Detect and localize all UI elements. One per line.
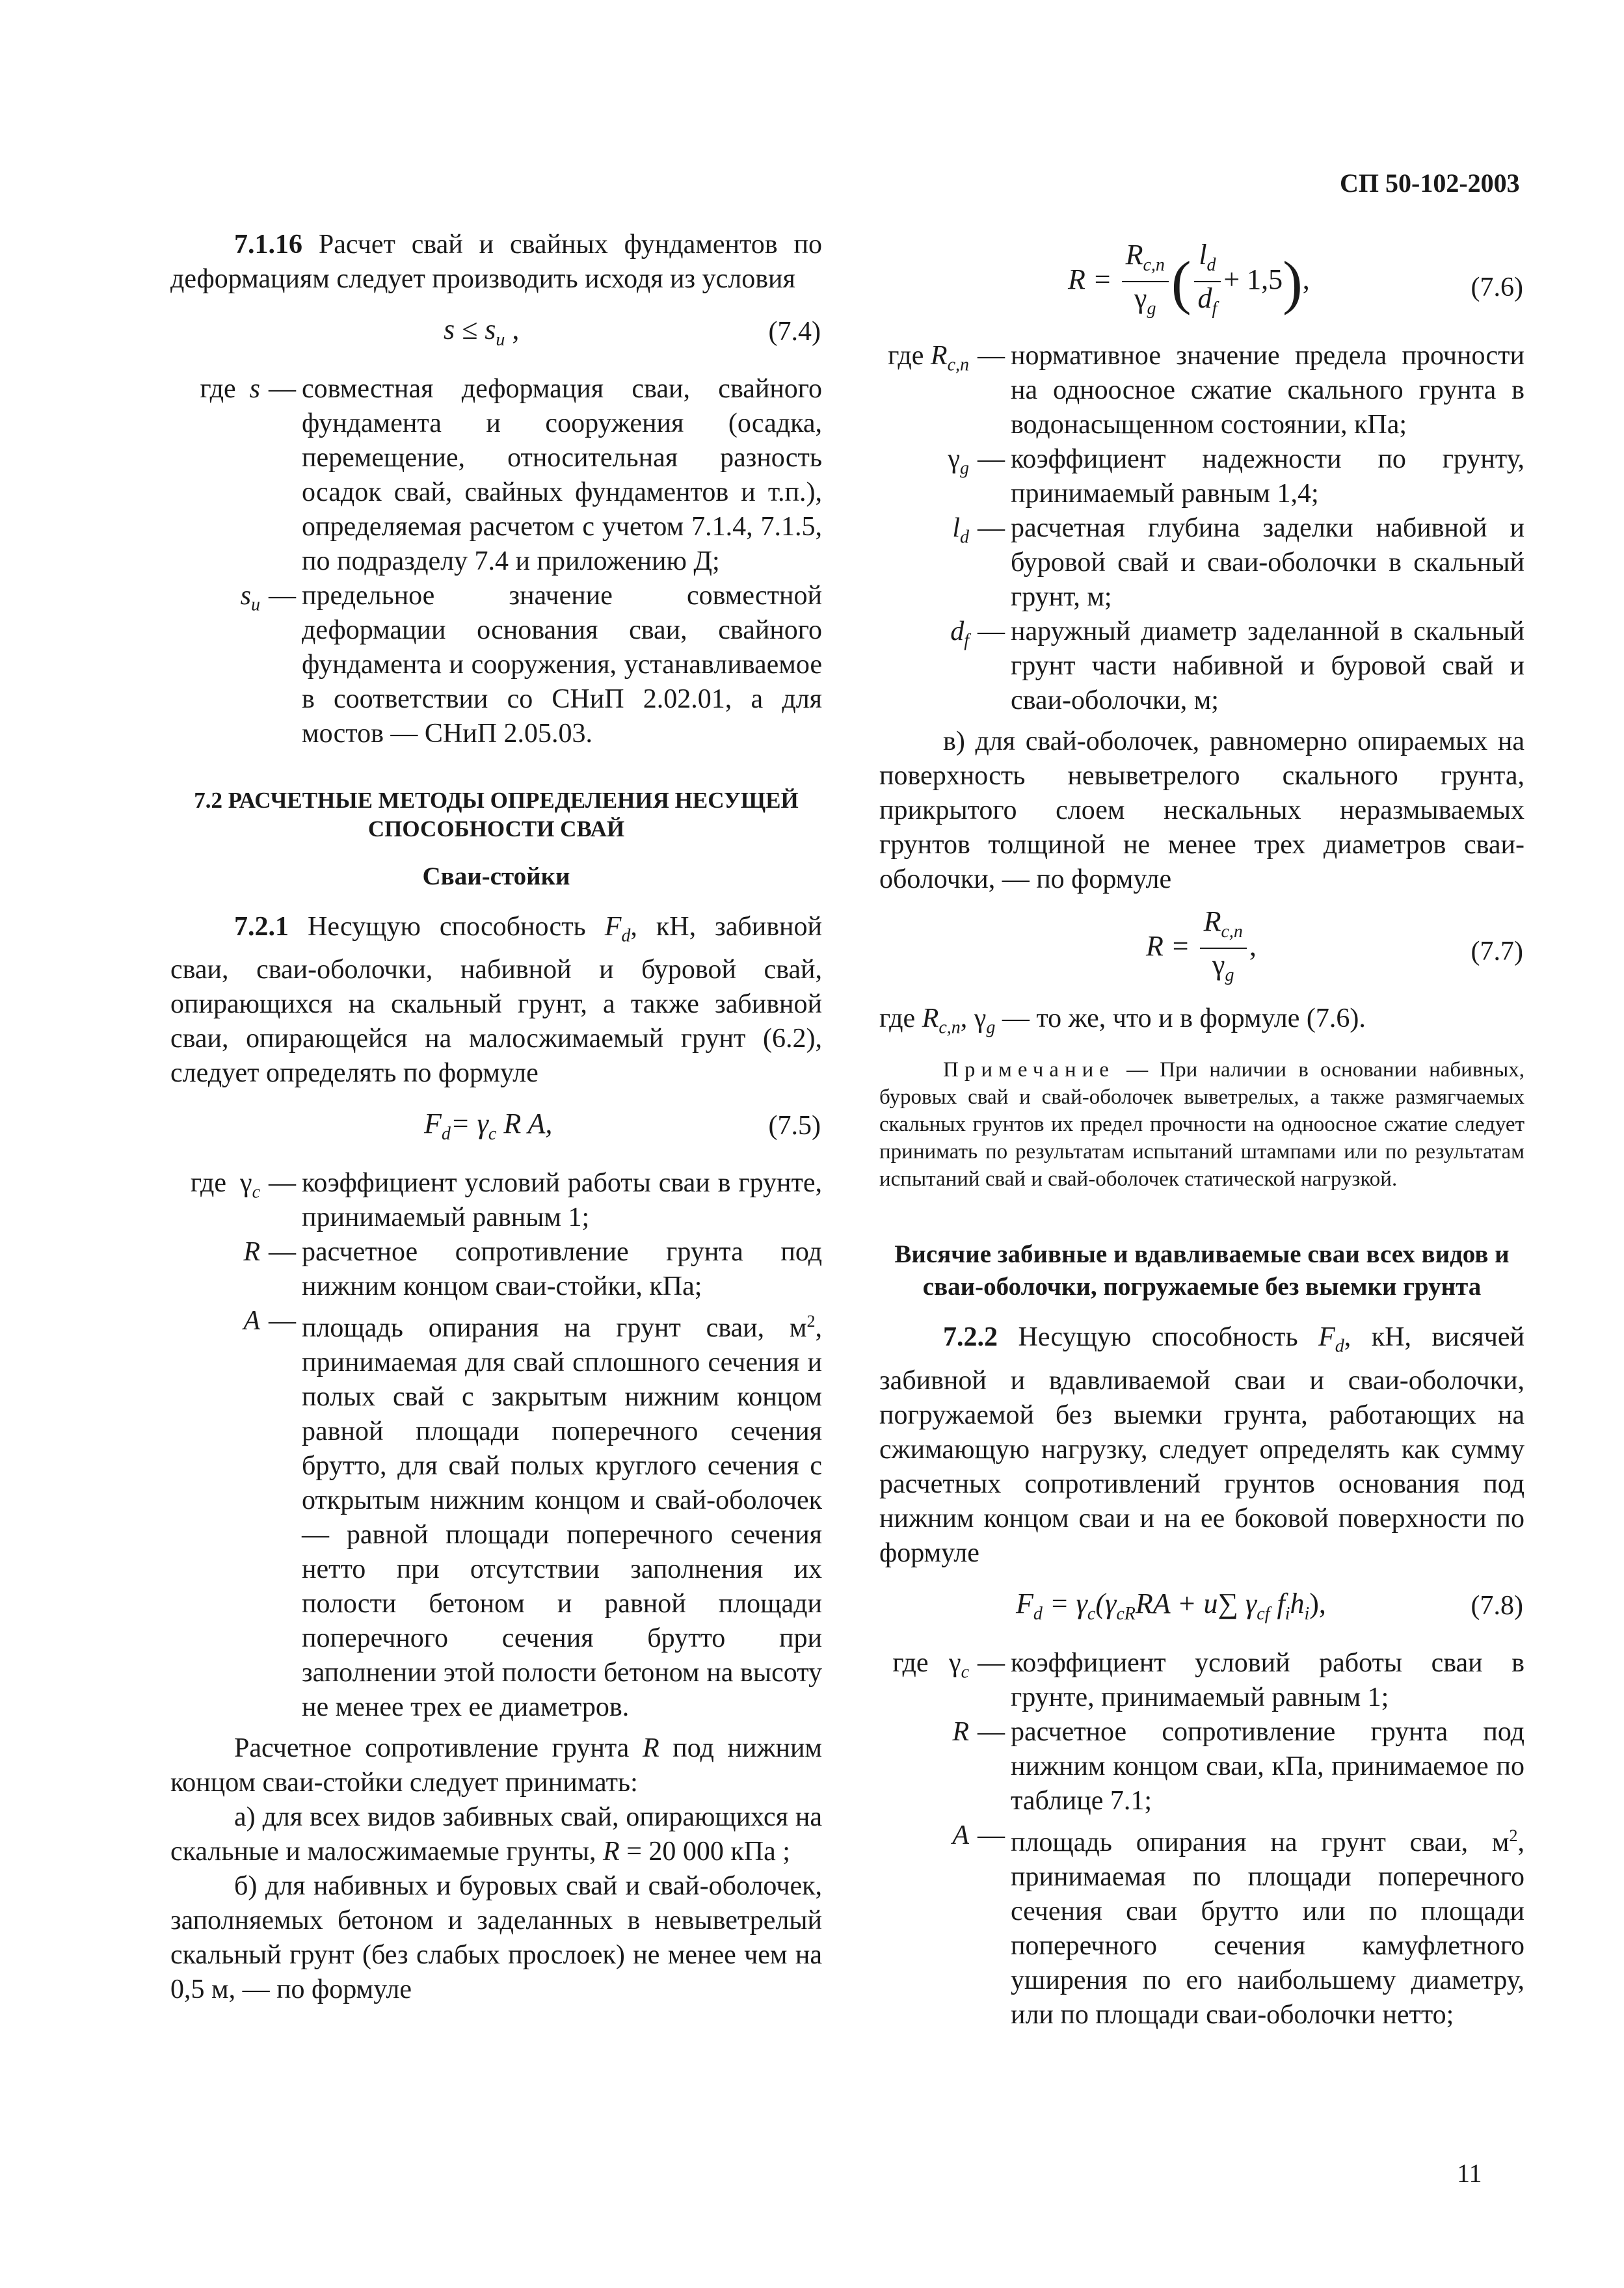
definition-row: $l_d$ — расчетная глубина заделки набивной и буровой свай и сваи-оболочки в скальный грунт, м; — [952, 513, 1524, 612]
definition-row: $s_u$ — предельное значение совместной деформации основания сваи, свайного фундамента и сооружения, устанавливаемое в соответствии со СНиП 2.02.01, а для мостов — СНиП 2.05.03. — [240, 581, 822, 749]
subheading-stoyki: Сваи-стойки — [422, 862, 570, 890]
formula-number: (7.7) — [1471, 937, 1523, 966]
formula-number: (7.6) — [1471, 273, 1523, 302]
definition-row: $d_f$ — наружный диаметр заделанной в скальный грунт части набивной и буровой свай и сваи-оболочки, м; — [950, 617, 1524, 715]
paragraph-item-v: в) для свай-оболочек, равномерно опираемых на поверхность невыветрелого скального грунта, прикрытого слоем нескальных неразмываемых грунтов толщиной не менее трех диаметров сваи-оболочки, — по формуле — [879, 726, 1524, 894]
definitions-7-8 — [879, 1646, 1524, 2032]
page-number: 11 — [1457, 2159, 1482, 2188]
section-heading-7-2: 7.2 РАСЧЕТНЫЕ МЕТОДЫ ОПРЕДЕЛЕНИЯ НЕСУЩЕЙ СПОСОБНОСТИ СВАЙ — [194, 788, 799, 842]
subheading-visyachie: Висячие забивные и вдавливаемые сваи всех видов и сваи-оболочки, погружаемые без выемки грунта — [894, 1240, 1510, 1301]
definition-row: где $\gamma_c$ — коэффициент условий работы сваи в грунте, принимаемый равным 1; — [892, 1647, 1524, 1712]
formula-7-7: R = $\frac{R_{c,n}}{\gamma_g}$ , (7.7) — [1146, 905, 1523, 985]
definition-row: A — площадь опирания на грунт сваи, $м^2$, принимаемая по площади поперечного сечения сваи брутто или по площади поперечного сечения камуфлетного уширения по его наибольшему диаметру, или по площади сваи-оболочки нетто; — [952, 1820, 1524, 2030]
definition-row: где $R_{c,n}$ — нормативное значение предела прочности на одноосное сжатие скального грунта в водонасыщенном состоянии, кПа; — [888, 341, 1524, 440]
definition-row: R — расчетное сопротивление грунта под нижним концом сваи-стойки, кПа; — [243, 1237, 822, 1302]
definition-row: $\gamma_g$ — коэффициент надежности по грунту, принимаемый равным 1,4; — [948, 444, 1524, 509]
definition-row: где s — совместная деформация сваи, свайного фундамента и сооружения (осадка, перемещение, относительная разность осадок свай, свайных фундаментов и т.п.), определяемая расчетом с учетом 7.1.4, 7.1.5, по подразделу 7.4 и приложению Д; — [200, 374, 822, 576]
formula-7-5: $F_d= \gamma_c$ R A, (7.5) — [424, 1108, 821, 1145]
paragraph-item-b: б) для набивных и буровых свай и свай-оболочек, заполняемых бетоном и заделанных в невыветрелый скальный грунт (без слабых прослоек) не менее чем на 0,5 м, — по формуле — [170, 1871, 822, 2005]
paragraph-7-2-2: 7.2.2 Несущую способность $F_d$, кН, висячей забивной и вдавливаемой сваи и сваи-оболочки, погружаемой без выемки грунта, работающих на сжимающую нагрузку, следует определять как сумму расчетных сопротивлений грунтов основания под нижним концом сваи и на ее боковой поверхности по формуле — [879, 1322, 1524, 1568]
clause-number: 7.1.16 — [234, 230, 302, 259]
definitions-7-5 — [170, 1166, 822, 1725]
note: Примечание — При наличии в основании набивных, буровых свай и свай-оболочек выветрелых, а также размягчаемых скальных грунтов их предел прочности на одноосное сжатие следует принимать по результатам испытаний штампами или по результатам испытаний свай и свай-оболочек статической нагрузкой. — [879, 1058, 1524, 1191]
definition-row: R — расчетное сопротивление грунта под нижним концом сваи, кПа, принимаемое по таблице 7.1; — [952, 1716, 1524, 1816]
paragraph-resistance: Расчетное сопротивление грунта R под нижним концом сваи-стойки следует принимать: — [170, 1733, 822, 1798]
formula-number: (7.4) — [768, 317, 821, 347]
paragraph-item-a: а) для всех видов забивных свай, опирающихся на скальные и малосжимаемые грунты, R = 20 000 кПа ; — [170, 1802, 822, 1867]
formula-number: (7.5) — [768, 1111, 821, 1141]
right-column — [879, 239, 1524, 2039]
definition-row: A — площадь опирания на грунт сваи, $м^2$, принимаемая для свай сплошного сечения и полых свай с закрытым нижним концом равной площади поперечного сечения брутто, для свай полых круглого сечения с открытым нижним концом и свай-оболочек — равной площади поперечного сечения нетто при отсутствии заполнения их полости бетоном и равной площади поперечного сечения брутто при заполнении этой полости бетоном на высоту не менее трех ее диаметров. — [243, 1306, 822, 1723]
definitions-7-6 — [879, 339, 1524, 718]
paragraph-7-2-1: 7.2.1 Несущую способность $F_d$, кН, забивной сваи, сваи-оболочки, набивной и буровой свай, опирающихся на скальный грунт, а также забивной сваи, опирающейся на малосжимаемый грунт (6.2), следует определять по формуле — [170, 912, 822, 1089]
paragraph-same-as: где $R_{c,n}$, $\gamma_g$ — то же, что и в формуле (7.6). — [879, 1004, 1366, 1038]
formula-7-8: $F_d = \gamma_c(\gamma_{cR}RA + u\sum$ $\gamma_{cf}$ $f_ih_i$), (7.8) — [1016, 1587, 1523, 1624]
formula-number: (7.8) — [1471, 1590, 1523, 1621]
definition-row: где $\gamma_c$ — коэффициент условий работы сваи в грунте, принимаемый равным 1; — [190, 1168, 822, 1233]
paragraph-7-1-16: 7.1.16 Расчет свай и свайных фундаментов по деформациям следует производить исходя из условия — [170, 230, 822, 294]
formula-7-6: R = $\frac{R_{c,n}}{\gamma_g}$ ( $\frac{l_d}{d_f}$ + 1,5), (7.6) — [1068, 239, 1523, 319]
note-label: Примечание — [943, 1058, 1115, 1082]
doc-code: СП 50-102-2003 — [1340, 168, 1520, 198]
left-column — [170, 228, 822, 2007]
definitions-7-4 — [170, 372, 822, 751]
formula-7-4: $s \le s_u$ , (7.4) — [444, 313, 821, 350]
